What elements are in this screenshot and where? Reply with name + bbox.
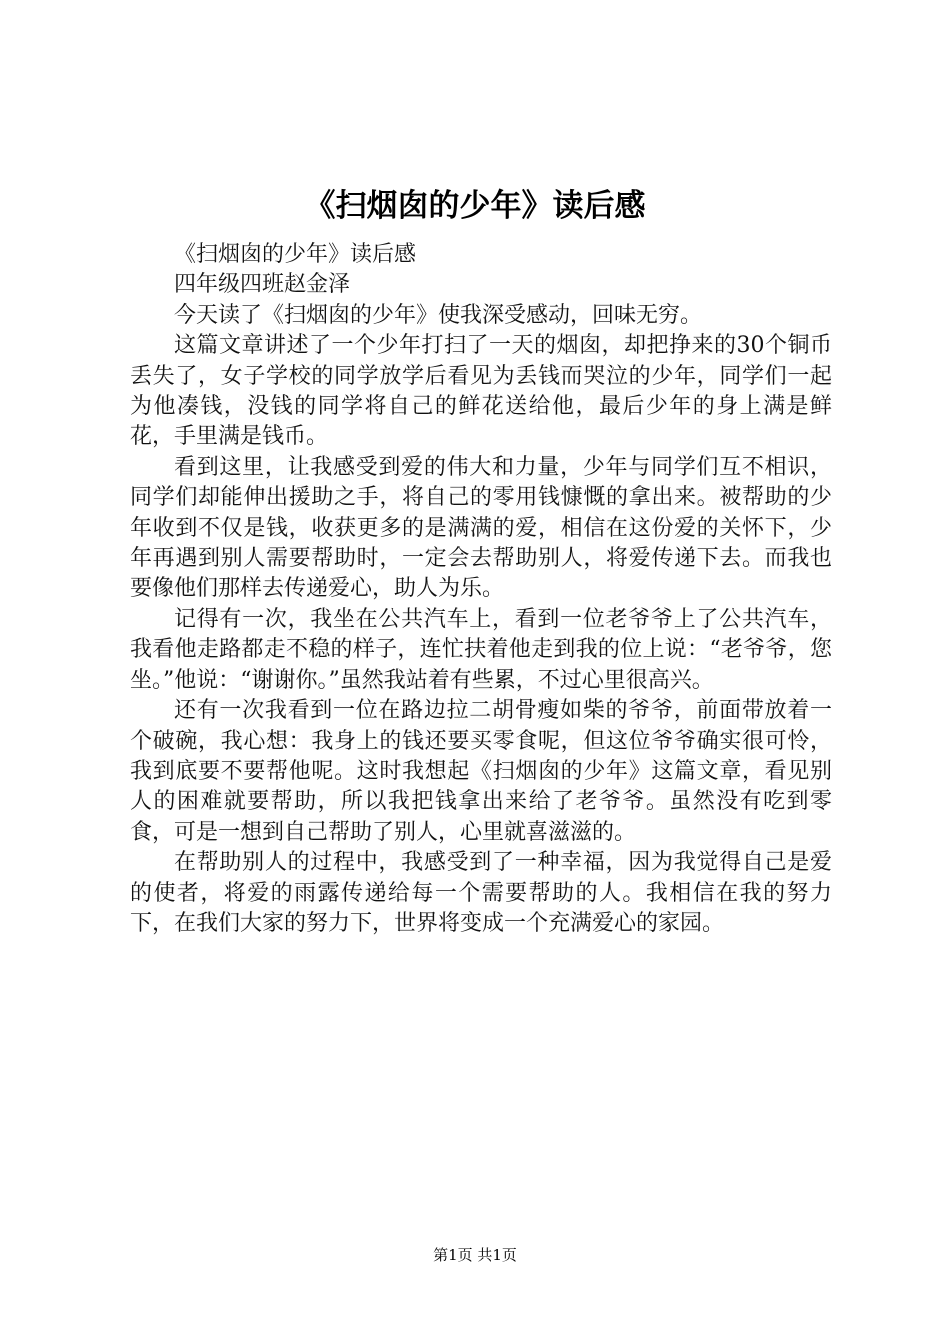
paragraph: 还有一次我看到一位在路边拉二胡骨瘦如柴的爷爷，前面带放着一个破碗，我心想：我身上的钱还要买零食呢，但这位爷爷确实很可怜，我到底要不要帮他呢。这时我想起《扫烟囱的少年》这篇文章，看见别人的困难就要帮助，所以我把钱拿出来给了老爷爷。虽然没有吃到零食，可是一想到自己帮助了别人，心里就喜滋滋的。	[130, 698, 832, 845]
paragraph: 这篇文章讲述了一个少年打扫了一天的烟囱，却把挣来的30个铜币丢失了，女子学校的同学放学后看见为丢钱而哭泣的少年，同学们一起为他凑钱，没钱的同学将自己的鲜花送给他，最后少年的身上满是鲜花，手里满是钱币。	[130, 333, 832, 450]
paragraph: 记得有一次，我坐在公共汽车上，看到一位老爷爷上了公共汽车，我看他走路都走不稳的样子，连忙扶着他走到我的位上说：“老爷爷，您坐。”他说：“谢谢你。”虽然我站着有些累，不过心里很高兴。	[130, 606, 832, 693]
paragraph: 看到这里，让我感受到爱的伟大和力量，少年与同学们互不相识，同学们却能伸出援助之手，将自己的零用钱慷慨的拿出来。被帮助的少年收到不仅是钱，收获更多的是满满的爱，相信在这份爱的关怀下，少年再遇到别人需要帮助时，一定会去帮助别人，将爱传递下去。而我也要像他们那样去传递爱心，助人为乐。	[130, 454, 832, 602]
paragraph: 在帮助别人的过程中，我感受到了一种幸福，因为我觉得自己是爱的使者，将爱的雨露传递给每一个需要帮助的人。我相信在我的努力下，在我们大家的努力下，世界将变成一个充满爱心的家园。	[130, 850, 832, 936]
document-body	[130, 240, 832, 939]
paragraph-author: 四年级四班赵金泽	[174, 272, 351, 298]
paragraph: 今天读了《扫烟囱的少年》使我深受感动，回味无穷。	[174, 302, 703, 328]
page-footer: 第1页 共1页	[433, 1246, 517, 1264]
paragraph-heading: 《扫烟囱的少年》读后感	[174, 242, 417, 267]
document-title: 《扫烟囱的少年》读后感	[304, 188, 646, 224]
